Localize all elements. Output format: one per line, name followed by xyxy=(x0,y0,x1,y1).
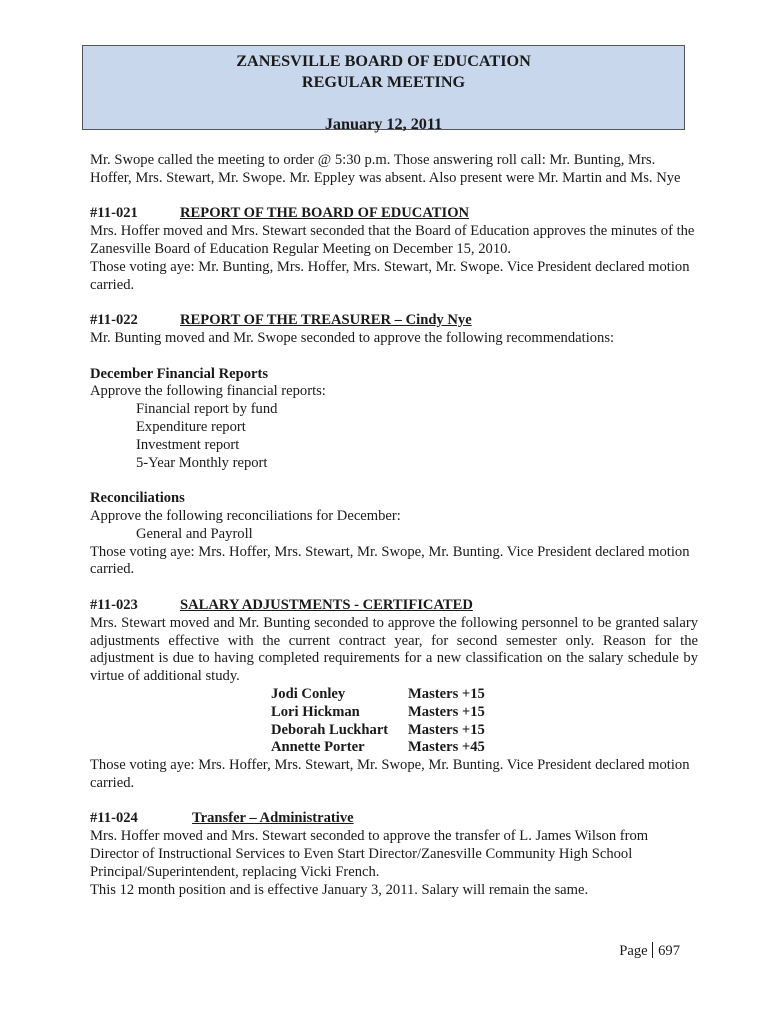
reconciliations-heading: Reconciliations xyxy=(90,490,185,507)
item-number: #11-022 xyxy=(90,312,138,329)
item-title: REPORT OF THE BOARD OF EDUCATION xyxy=(180,205,470,222)
item-vote: Those voting aye: Mr. Bunting, Mrs. Hoffer, Mrs. Stewart, Mr. Swope. Vice President declared motion carried. xyxy=(90,258,690,293)
item-vote: Those voting aye: Mrs. Hoffer, Mrs. Stewart, Mr. Swope, Mr. Bunting. Vice President declared motion carried. xyxy=(90,757,690,791)
item-heading-11-021 xyxy=(90,205,698,223)
list-item: Expenditure report xyxy=(136,418,246,435)
item-note: This 12 month position and is effective January 3, 2011. Salary will remain the same. xyxy=(90,881,589,898)
list-item: 5-Year Monthly report xyxy=(136,454,268,471)
employee-name: Deborah Luckhart xyxy=(271,721,389,738)
minutes-body xyxy=(90,152,698,899)
item-motion: Mrs. Stewart moved and Mr. Bunting seconded to approve the following personnel to be granted salary adjustments effective with the current contract year, for second semester only. Reason for the adjustment is due to having completed requirements for a new classification on the salary schedule by virtue of additional study. xyxy=(90,614,698,685)
employee-name: Annette Porter xyxy=(271,739,365,756)
item-motion: Mr. Bunting moved and Mr. Swope seconded to approve the following recommendations: xyxy=(90,329,615,346)
item-heading-11-022 xyxy=(90,312,698,330)
page-number: 697 xyxy=(658,943,680,959)
employee-name: Lori Hickman xyxy=(271,703,360,720)
salary-row xyxy=(90,686,698,704)
item-vote: Those voting aye: Mrs. Hoffer, Mrs. Stewart, Mr. Swope, Mr. Bunting. Vice President declared motion carried. xyxy=(90,543,690,578)
page-footer xyxy=(560,942,680,961)
item-number: #11-023 xyxy=(90,596,138,613)
salary-row xyxy=(90,722,698,740)
meeting-date: January 12, 2011 xyxy=(324,115,443,133)
item-title: SALARY ADJUSTMENTS - CERTIFICATED xyxy=(180,596,473,613)
item-heading-11-023 xyxy=(90,597,698,615)
item-motion: Mrs. Hoffer moved and Mrs. Stewart seconded that the Board of Education approves the minutes of the Zanesville Board of Education Regular Meeting on December 15, 2010. xyxy=(90,223,695,257)
page-label: Page xyxy=(619,943,648,959)
item-title: Transfer – Administrative xyxy=(192,810,354,827)
salary-classification: Masters +15 xyxy=(408,685,485,702)
salary-row xyxy=(90,739,698,757)
title-line-1: ZANESVILLE BOARD OF EDUCATION xyxy=(236,52,531,70)
financial-reports-intro: Approve the following financial reports: xyxy=(90,383,326,400)
salary-classification: Masters +15 xyxy=(408,721,485,738)
roll-call-paragraph: Mr. Swope called the meeting to order @ 5:30 p.m. Those answering roll call: Mr. Bunting, Mrs. Hoffer, Mrs. Stewart, Mr. Swope. Mr. Eppley was absent. Also present were Mr. Martin and Ms. Nye xyxy=(90,152,681,186)
item-motion: Mrs. Hoffer moved and Mrs. Stewart seconded to approve the transfer of L. James Wilson from Director of Instructional Services to Even Start Director/Zanesville Community High School Principal/Superintendent, replacing Vicki French. xyxy=(90,828,649,880)
list-item: General and Payroll xyxy=(136,525,253,542)
item-number: #11-021 xyxy=(90,205,138,222)
item-title: REPORT OF THE TREASURER – Cindy Nye xyxy=(180,312,472,329)
item-number: #11-024 xyxy=(90,810,138,827)
employee-name: Jodi Conley xyxy=(271,685,346,702)
list-item: Investment report xyxy=(136,436,240,453)
salary-classification: Masters +45 xyxy=(408,739,485,756)
title-line-2: REGULAR MEETING xyxy=(301,73,466,91)
financial-reports-heading: December Financial Reports xyxy=(90,365,269,382)
list-item: Financial report by fund xyxy=(136,401,278,418)
salary-row xyxy=(90,704,698,722)
reconciliations-intro: Approve the following reconciliations for December: xyxy=(90,507,401,524)
title-box xyxy=(82,45,685,133)
salary-classification: Masters +15 xyxy=(408,703,485,720)
item-heading-11-024 xyxy=(90,810,698,828)
page-separator xyxy=(652,942,654,958)
